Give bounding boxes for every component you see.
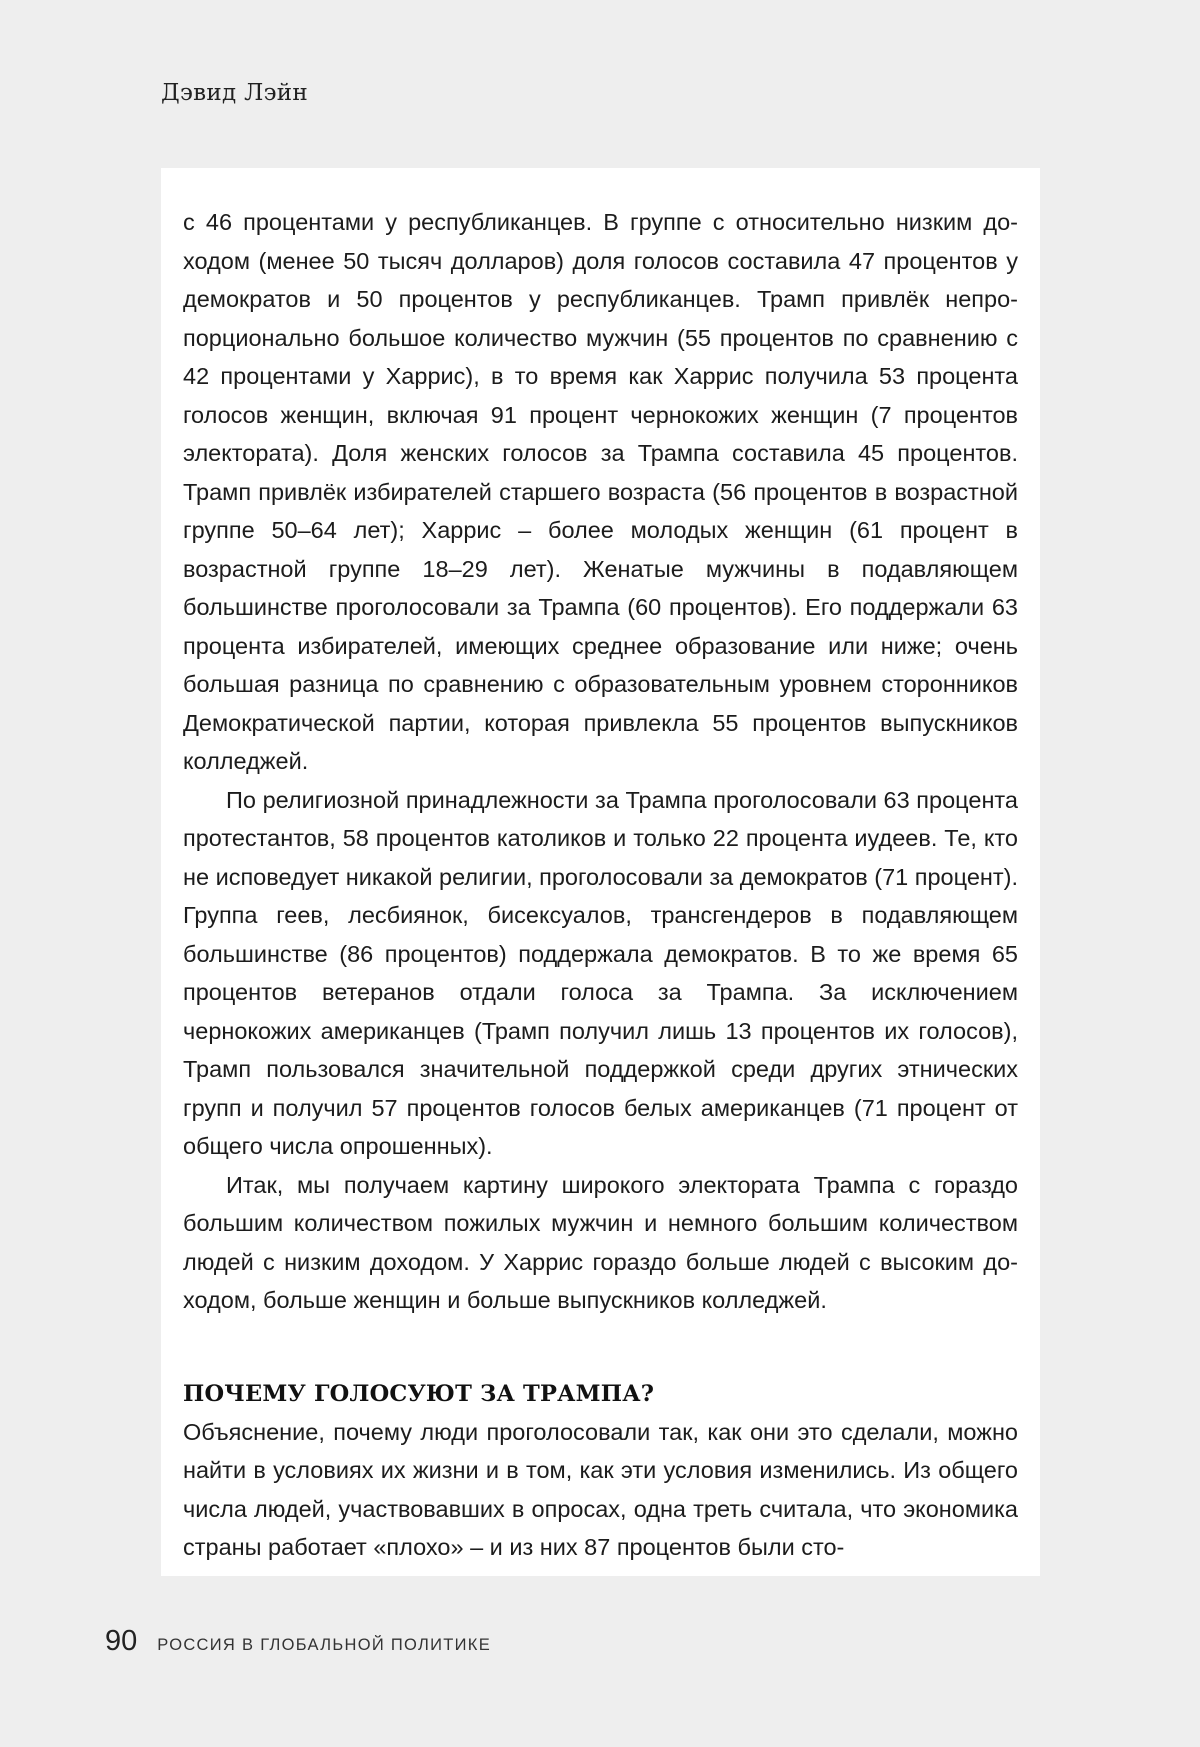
article-text-panel bbox=[161, 168, 1040, 1576]
running-head-author: Дэвид Лэйн bbox=[161, 80, 309, 106]
section-paragraph: Объяснение, почему люди проголосовали так, как они это сделали, можно найти в условиях их жизни и в том, как эти условия изменились. Из общего числа людей, участвовавших в опросах, одна треть считала, что экономика страны работает «плохо» – и из них 87 процентов были сто- bbox=[183, 1418, 1018, 1560]
body-paragraph-1: с 46 процентами у республиканцев. В группе с относительно низким доходом (менее 50 тысяч долларов) доля голосов составила 47 процентов у демократов и 50 процентов у республиканцев. Трамп привлёк непропорционально большое количество мужчин (55 процентов по сравнению с 42 процентами у Харрис), в то время как Харрис получила 53 процента голосов женщин, включая 91 процент чернокожих женщин (7 процентов электората). Доля женских голосов за Трампа составила 45 процентов. Трамп привлёк избирателей старшего возраста (56 процентов в возрастной группе 50–64 лет); Харрис – более молодых женщин (61 процент в возрастной группе 18–29 лет). Женатые мужчины в подавляющем большинстве проголосовали за Трампа (60 процентов). Его поддержали 63 процента избирателей, имеющих среднее образование или ниже; очень большая разница по сравнению с образовательным уровнем сторонников Демократической партии, которая привлекла 55 процентов выпускников колледжей. bbox=[183, 209, 1018, 774]
section-heading: ПОЧЕМУ ГОЛОСУЮТ ЗА ТРАМПА? bbox=[183, 1380, 655, 1407]
page-footer bbox=[105, 1625, 491, 1658]
page-number: 90 bbox=[105, 1625, 138, 1657]
journal-title: РОССИЯ В ГЛОБАЛЬНОЙ ПОЛИТИКЕ bbox=[157, 1636, 492, 1654]
body-paragraph-2: По религиозной принадлежности за Трампа проголосовали 63 процента протестантов, 58 процентов католиков и только 22 процента иудеев. Те, кто не исповедует никакой религии, проголосовали за демократов (71 процент). Группа геев, лесбиянок, бисексуалов, трансгендеров в подавляющем большинстве (86 процентов) поддержала демократов. В то же время 65 процентов ветеранов отдали голоса за Трампа. За исключением чернокожих американцев (Трамп получил лишь 13 процентов их голосов), Трамп пользовался значительной поддержкой среди других этнических групп и получил 57 процентов голосов белых американцев (71 процент от общего числа опрошенных). bbox=[183, 786, 1018, 1159]
body-paragraph-3: Итак, мы получаем картину широкого электората Трампа с гораздо большим количеством пожилых мужчин и немного большим количеством людей с низким доходом. У Харрис гораздо больше людей с высоким доходом, больше женщин и больше выпускников колледжей. bbox=[183, 1171, 1018, 1313]
